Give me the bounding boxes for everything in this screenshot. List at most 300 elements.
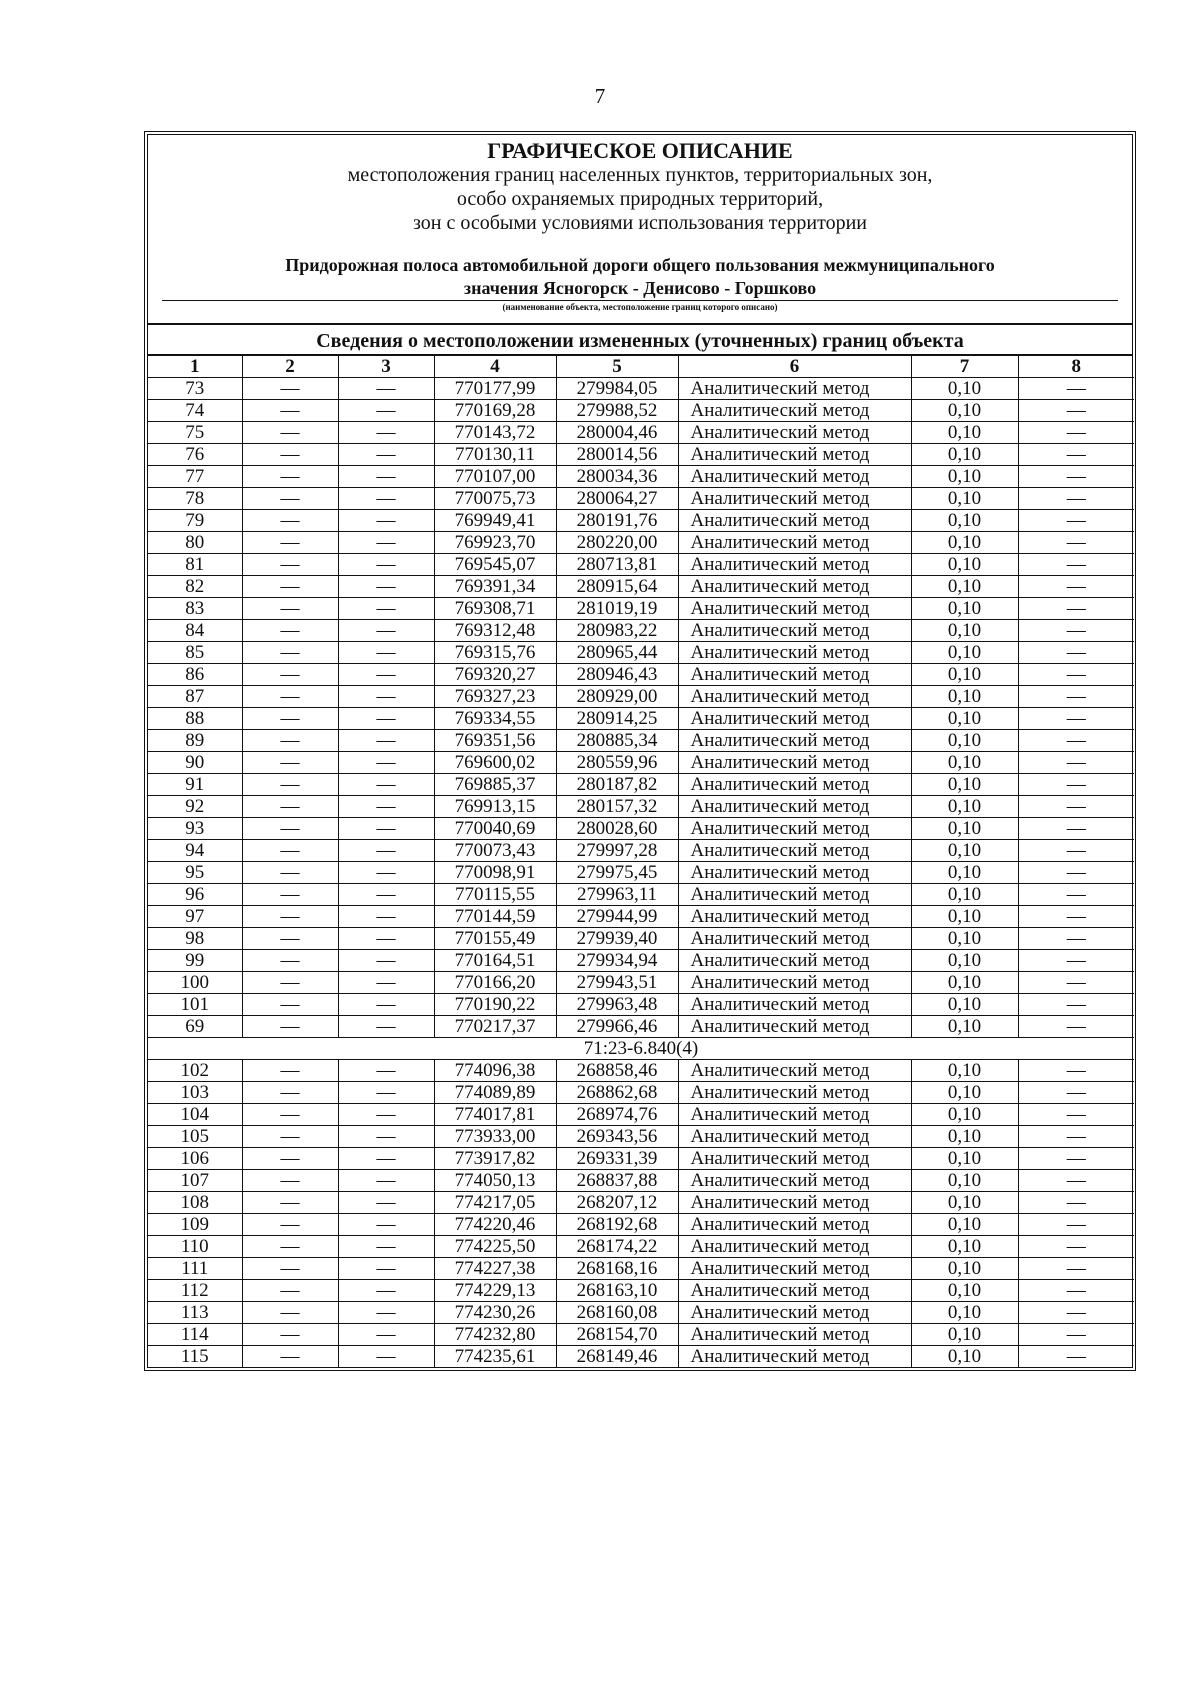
table-cell: 0,10 — [911, 1082, 1018, 1104]
table-cell: 0,10 — [911, 1060, 1018, 1082]
table-cell: — — [338, 972, 434, 994]
table-cell: 280915,64 — [556, 576, 678, 598]
table-cell: — — [1018, 532, 1134, 554]
table-cell: 0,10 — [911, 642, 1018, 664]
table-cell: 0,10 — [911, 840, 1018, 862]
table-cell: — — [338, 840, 434, 862]
table-cell: — — [242, 730, 338, 752]
table-cell: 774089,89 — [434, 1082, 556, 1104]
table-cell: Аналитический метод — [678, 906, 911, 928]
table-cell: 769320,27 — [434, 664, 556, 686]
table-cell: 774225,50 — [434, 1236, 556, 1258]
table-cell: — — [338, 620, 434, 642]
table-cell: — — [1018, 422, 1134, 444]
table-cell: 105 — [148, 1126, 242, 1148]
table-cell: — — [242, 752, 338, 774]
table-cell: 280028,60 — [556, 818, 678, 840]
table-cell: 770166,20 — [434, 972, 556, 994]
table-cell: 0,10 — [911, 422, 1018, 444]
coordinates-table-body — [148, 356, 1134, 1367]
document-title: ГРАФИЧЕСКОЕ ОПИСАНИЕ — [487, 138, 793, 163]
table-row — [148, 950, 1134, 972]
table-cell: 95 — [148, 862, 242, 884]
table-cell: — — [1018, 1170, 1134, 1192]
table-cell: 83 — [148, 598, 242, 620]
table-cell: — — [242, 1192, 338, 1214]
table-cell: 774227,38 — [434, 1258, 556, 1280]
table-cell: — — [242, 422, 338, 444]
table-cell: 280965,44 — [556, 642, 678, 664]
table-cell: — — [1018, 642, 1134, 664]
table-cell: 770169,28 — [434, 400, 556, 422]
table-cell: 0,10 — [911, 972, 1018, 994]
table-cell: 0,10 — [911, 884, 1018, 906]
table-row — [148, 862, 1134, 884]
table-cell: 268160,08 — [556, 1302, 678, 1324]
table-cell: — — [1018, 400, 1134, 422]
table-cell: — — [1018, 1082, 1134, 1104]
table-cell: — — [242, 400, 338, 422]
table-cell: 104 — [148, 1104, 242, 1126]
table-cell: 280191,76 — [556, 510, 678, 532]
table-cell: 0,10 — [911, 466, 1018, 488]
table-cell: 0,10 — [911, 708, 1018, 730]
table-cell: 268168,16 — [556, 1258, 678, 1280]
table-cell: 774230,26 — [434, 1302, 556, 1324]
table-cell: 280064,27 — [556, 488, 678, 510]
table-row — [148, 994, 1134, 1016]
table-cell: — — [1018, 906, 1134, 928]
table-cell: 0,10 — [911, 928, 1018, 950]
table-cell: — — [338, 1104, 434, 1126]
column-number: 8 — [1018, 356, 1134, 378]
table-cell: — — [338, 1016, 434, 1038]
table-cell: 0,10 — [911, 1104, 1018, 1126]
table-cell: 0,10 — [911, 1258, 1018, 1280]
table-cell: 99 — [148, 950, 242, 972]
table-cell: 770040,69 — [434, 818, 556, 840]
table-row — [148, 620, 1134, 642]
document-header — [148, 135, 1132, 324]
graphic-description-frame — [147, 134, 1133, 1368]
table-cell: — — [242, 510, 338, 532]
table-row — [148, 1082, 1134, 1104]
table-cell: — — [1018, 796, 1134, 818]
table-cell: 0,10 — [911, 752, 1018, 774]
table-cell: 115 — [148, 1346, 242, 1368]
table-cell: 0,10 — [911, 444, 1018, 466]
table-cell: 280004,46 — [556, 422, 678, 444]
table-cell: — — [1018, 950, 1134, 972]
table-cell: 0,10 — [911, 1346, 1018, 1368]
group-label-row — [148, 1038, 1134, 1060]
table-cell: 0,10 — [911, 950, 1018, 972]
table-cell: — — [338, 642, 434, 664]
table-cell: — — [1018, 972, 1134, 994]
table-cell: 774235,61 — [434, 1346, 556, 1368]
table-cell: — — [1018, 928, 1134, 950]
table-cell: — — [242, 884, 338, 906]
table-cell: — — [338, 1280, 434, 1302]
table-cell: 769600,02 — [434, 752, 556, 774]
table-cell: — — [1018, 1346, 1134, 1368]
table-row — [148, 818, 1134, 840]
table-cell: 279984,05 — [556, 378, 678, 400]
table-cell: — — [242, 466, 338, 488]
page-number: 7 — [594, 84, 606, 108]
table-cell: Аналитический метод — [678, 466, 911, 488]
table-cell: 281019,19 — [556, 598, 678, 620]
table-cell: 0,10 — [911, 488, 1018, 510]
table-cell: — — [1018, 1236, 1134, 1258]
table-cell: 0,10 — [911, 576, 1018, 598]
table-cell: — — [1018, 378, 1134, 400]
table-cell: 269343,56 — [556, 1126, 678, 1148]
table-cell: — — [242, 994, 338, 1016]
table-row — [148, 642, 1134, 664]
table-cell: Аналитический метод — [678, 686, 911, 708]
table-cell: — — [242, 818, 338, 840]
table-cell: — — [1018, 1148, 1134, 1170]
table-cell: — — [338, 928, 434, 950]
group-label: 71:23-6.840(4) — [148, 1038, 1134, 1060]
table-row — [148, 510, 1134, 532]
table-cell: Аналитический метод — [678, 1192, 911, 1214]
table-cell: 87 — [148, 686, 242, 708]
table-cell: — — [338, 422, 434, 444]
table-row — [148, 1148, 1134, 1170]
table-row — [148, 752, 1134, 774]
table-cell: — — [242, 532, 338, 554]
table-cell: 280946,43 — [556, 664, 678, 686]
table-cell: Аналитический метод — [678, 796, 911, 818]
table-row — [148, 686, 1134, 708]
column-number: 2 — [242, 356, 338, 378]
table-cell: 86 — [148, 664, 242, 686]
table-cell: 111 — [148, 1258, 242, 1280]
table-cell: 770144,59 — [434, 906, 556, 928]
table-cell: 0,10 — [911, 1016, 1018, 1038]
table-cell: — — [338, 1346, 434, 1368]
table-cell: Аналитический метод — [678, 1126, 911, 1148]
table-cell: 0,10 — [911, 796, 1018, 818]
table-cell: 100 — [148, 972, 242, 994]
table-cell: Аналитический метод — [678, 378, 911, 400]
table-cell: Аналитический метод — [678, 840, 911, 862]
table-cell: 0,10 — [911, 730, 1018, 752]
table-cell: — — [242, 1016, 338, 1038]
table-cell: — — [1018, 730, 1134, 752]
table-cell: — — [338, 1060, 434, 1082]
table-cell: 280713,81 — [556, 554, 678, 576]
table-cell: Аналитический метод — [678, 928, 911, 950]
table-row — [148, 1346, 1134, 1368]
table-cell: — — [1018, 818, 1134, 840]
column-number: 3 — [338, 356, 434, 378]
table-cell: Аналитический метод — [678, 1346, 911, 1368]
table-cell: 770190,22 — [434, 994, 556, 1016]
table-row — [148, 664, 1134, 686]
table-cell: — — [338, 950, 434, 972]
column-number: 4 — [434, 356, 556, 378]
table-cell: — — [1018, 1104, 1134, 1126]
table-cell: 773933,00 — [434, 1126, 556, 1148]
table-cell: — — [338, 774, 434, 796]
table-cell: — — [242, 1302, 338, 1324]
table-row — [148, 1324, 1134, 1346]
table-cell: Аналитический метод — [678, 598, 911, 620]
table-cell: 769949,41 — [434, 510, 556, 532]
table-cell: 0,10 — [911, 1214, 1018, 1236]
table-cell: Аналитический метод — [678, 1302, 911, 1324]
table-cell: Аналитический метод — [678, 950, 911, 972]
table-cell: 770217,37 — [434, 1016, 556, 1038]
table-row — [148, 1104, 1134, 1126]
table-row — [148, 730, 1134, 752]
table-cell: Аналитический метод — [678, 510, 911, 532]
table-cell: 770075,73 — [434, 488, 556, 510]
table-cell: — — [1018, 620, 1134, 642]
column-number: 6 — [678, 356, 911, 378]
section-title: Сведения о местоположении измененных (уточненных) границ объекта — [148, 324, 1132, 356]
table-cell: 769545,07 — [434, 554, 556, 576]
table-cell: 279975,45 — [556, 862, 678, 884]
table-cell: 769308,71 — [434, 598, 556, 620]
table-row — [148, 1214, 1134, 1236]
table-cell: — — [1018, 862, 1134, 884]
table-cell: — — [1018, 1060, 1134, 1082]
table-cell: 0,10 — [911, 400, 1018, 422]
table-cell: 90 — [148, 752, 242, 774]
table-cell: 774096,38 — [434, 1060, 556, 1082]
table-row — [148, 488, 1134, 510]
table-cell: 82 — [148, 576, 242, 598]
table-cell: — — [242, 576, 338, 598]
column-number-row — [148, 356, 1134, 378]
table-cell: Аналитический метод — [678, 972, 911, 994]
coordinates-table — [148, 356, 1134, 1367]
table-cell: Аналитический метод — [678, 576, 911, 598]
table-row — [148, 1170, 1134, 1192]
object-name-underline — [162, 277, 1118, 301]
table-cell: 85 — [148, 642, 242, 664]
table-cell: — — [242, 1060, 338, 1082]
table-cell: — — [242, 620, 338, 642]
table-cell: 0,10 — [911, 862, 1018, 884]
table-cell: Аналитический метод — [678, 1214, 911, 1236]
table-cell: — — [338, 884, 434, 906]
table-cell: 88 — [148, 708, 242, 730]
table-cell: — — [1018, 1192, 1134, 1214]
table-row — [148, 466, 1134, 488]
column-number: 5 — [556, 356, 678, 378]
table-cell: — — [1018, 664, 1134, 686]
table-cell: — — [338, 1214, 434, 1236]
table-cell: 268192,68 — [556, 1214, 678, 1236]
table-cell: 769334,55 — [434, 708, 556, 730]
table-cell: — — [1018, 752, 1134, 774]
table-row — [148, 1126, 1134, 1148]
table-cell: 280157,32 — [556, 796, 678, 818]
table-cell: — — [1018, 1126, 1134, 1148]
table-cell: Аналитический метод — [678, 400, 911, 422]
table-cell: — — [242, 642, 338, 664]
table-cell: — — [338, 554, 434, 576]
table-cell: 774050,13 — [434, 1170, 556, 1192]
table-row — [148, 1258, 1134, 1280]
table-cell: Аналитический метод — [678, 774, 911, 796]
table-cell: — — [242, 664, 338, 686]
table-row — [148, 1192, 1134, 1214]
table-cell: 769885,37 — [434, 774, 556, 796]
table-cell: Аналитический метод — [678, 1104, 911, 1126]
table-cell: 774232,80 — [434, 1324, 556, 1346]
table-cell: 78 — [148, 488, 242, 510]
subtitle-line-1: местоположения границ населенных пунктов, территориальных зон, — [347, 164, 933, 186]
table-cell: — — [338, 818, 434, 840]
subtitle-line-2: особо охраняемых природных территорий, — [456, 188, 824, 210]
table-row — [148, 422, 1134, 444]
table-cell: 769312,48 — [434, 620, 556, 642]
table-cell: — — [338, 1148, 434, 1170]
table-cell: 770115,55 — [434, 884, 556, 906]
table-row — [148, 840, 1134, 862]
table-cell: — — [338, 730, 434, 752]
table-row — [148, 400, 1134, 422]
table-cell: — — [242, 840, 338, 862]
table-cell: — — [242, 1214, 338, 1236]
table-cell: — — [1018, 1302, 1134, 1324]
table-cell: 280559,96 — [556, 752, 678, 774]
table-cell: 770098,91 — [434, 862, 556, 884]
table-cell: — — [242, 1126, 338, 1148]
table-cell: 279966,46 — [556, 1016, 678, 1038]
table-cell: 0,10 — [911, 378, 1018, 400]
table-cell: Аналитический метод — [678, 730, 911, 752]
table-row — [148, 1060, 1134, 1082]
table-cell: — — [242, 1346, 338, 1368]
table-cell: — — [242, 1082, 338, 1104]
table-cell: — — [242, 906, 338, 928]
table-cell: — — [242, 972, 338, 994]
table-cell: Аналитический метод — [678, 554, 911, 576]
table-cell: 101 — [148, 994, 242, 1016]
table-cell: — — [1018, 488, 1134, 510]
table-cell: 268862,68 — [556, 1082, 678, 1104]
table-row — [148, 1236, 1134, 1258]
column-number: 7 — [911, 356, 1018, 378]
table-cell: — — [338, 1126, 434, 1148]
table-cell: 280914,25 — [556, 708, 678, 730]
table-cell: 280220,00 — [556, 532, 678, 554]
table-cell: 774017,81 — [434, 1104, 556, 1126]
table-cell: — — [1018, 1016, 1134, 1038]
table-cell: — — [338, 510, 434, 532]
table-cell: — — [1018, 1258, 1134, 1280]
table-cell: Аналитический метод — [678, 1324, 911, 1346]
table-cell: 774217,05 — [434, 1192, 556, 1214]
table-cell: — — [242, 554, 338, 576]
table-cell: 73 — [148, 378, 242, 400]
table-cell: 0,10 — [911, 906, 1018, 928]
table-row — [148, 444, 1134, 466]
table-cell: — — [1018, 994, 1134, 1016]
table-cell: 94 — [148, 840, 242, 862]
table-cell: — — [338, 906, 434, 928]
table-cell: 279944,99 — [556, 906, 678, 928]
table-cell: — — [1018, 1280, 1134, 1302]
table-cell: 279997,28 — [556, 840, 678, 862]
table-cell: 0,10 — [911, 510, 1018, 532]
table-cell: — — [242, 708, 338, 730]
table-row — [148, 1302, 1134, 1324]
table-cell: 0,10 — [911, 774, 1018, 796]
table-cell: Аналитический метод — [678, 1082, 911, 1104]
table-cell: — — [1018, 576, 1134, 598]
table-cell: 112 — [148, 1280, 242, 1302]
table-cell: Аналитический метод — [678, 708, 911, 730]
table-cell: 93 — [148, 818, 242, 840]
table-cell: — — [1018, 1214, 1134, 1236]
table-cell: — — [1018, 708, 1134, 730]
table-cell: Аналитический метод — [678, 488, 911, 510]
table-row — [148, 1280, 1134, 1302]
table-cell: — — [1018, 884, 1134, 906]
table-cell: — — [338, 488, 434, 510]
table-cell: 0,10 — [911, 818, 1018, 840]
table-cell: — — [1018, 686, 1134, 708]
table-cell: 774229,13 — [434, 1280, 556, 1302]
table-row — [148, 906, 1134, 928]
table-cell: 770177,99 — [434, 378, 556, 400]
table-cell: — — [1018, 598, 1134, 620]
table-cell: 89 — [148, 730, 242, 752]
column-number: 1 — [148, 356, 242, 378]
table-row — [148, 598, 1134, 620]
table-cell: 268154,70 — [556, 1324, 678, 1346]
table-cell: 0,10 — [911, 1280, 1018, 1302]
table-cell: — — [242, 950, 338, 972]
table-cell: 770143,72 — [434, 422, 556, 444]
table-cell: 107 — [148, 1170, 242, 1192]
table-row — [148, 972, 1134, 994]
table-cell: 97 — [148, 906, 242, 928]
table-cell: 96 — [148, 884, 242, 906]
table-cell: Аналитический метод — [678, 994, 911, 1016]
table-cell: 0,10 — [911, 664, 1018, 686]
table-cell: 0,10 — [911, 598, 1018, 620]
table-cell: — — [338, 796, 434, 818]
table-cell: 770155,49 — [434, 928, 556, 950]
table-row — [148, 576, 1134, 598]
table-cell: — — [242, 378, 338, 400]
table-cell: — — [242, 928, 338, 950]
table-cell: 77 — [148, 466, 242, 488]
table-row — [148, 928, 1134, 950]
table-cell: Аналитический метод — [678, 752, 911, 774]
table-cell: — — [338, 444, 434, 466]
table-cell: 769391,34 — [434, 576, 556, 598]
table-cell: 114 — [148, 1324, 242, 1346]
table-cell: — — [338, 1324, 434, 1346]
table-cell: — — [338, 664, 434, 686]
table-cell: — — [242, 488, 338, 510]
table-cell: Аналитический метод — [678, 818, 911, 840]
table-cell: Аналитический метод — [678, 1280, 911, 1302]
table-cell: 0,10 — [911, 1324, 1018, 1346]
table-cell: 280187,82 — [556, 774, 678, 796]
table-cell: 268858,46 — [556, 1060, 678, 1082]
